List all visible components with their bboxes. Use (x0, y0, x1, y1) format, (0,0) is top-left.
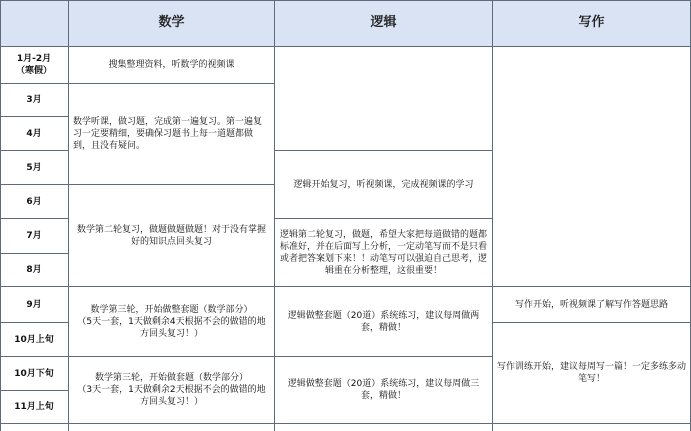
math-mar-may: 数学听课，做习题，完成第一遍复习。第一遍复习一定要精细，要确保习题书上每一道题都做到，且没有疑问。 (69, 84, 275, 185)
month-jun: 6月 (0, 185, 69, 219)
writing-tail (493, 424, 691, 431)
month-aug: 8月 (0, 254, 69, 287)
logic-tail (275, 424, 493, 431)
month-may: 5月 (0, 151, 69, 185)
header-math: 数学 (69, 0, 275, 47)
math-sep-oct: 数学第三轮，开始做整套题（数学部分） （5天一套，1天做剩余4天根据不会的做错的地方回头复习！） (69, 287, 275, 357)
month-oct-late: 10月下旬 (0, 357, 69, 391)
writing-oct-nov: 写作训练开始，建议每周写一篇！一定多练多动笔写！ (493, 323, 691, 424)
month-apr: 4月 (0, 117, 69, 151)
header-writing: 写作 (493, 0, 691, 47)
logic-sep-oct: 逻辑做整套题（20道）系统练习，建议每周做两套，精做！ (275, 287, 493, 357)
logic-jul-aug: 逻辑第二轮复习，做题，希望大家把每道做错的题都标准好，并在后面写上分析，一定动笔写而不是只看或者把答案划下来！！动笔写可以强迫自己思考，逻辑重在分析整理，这很重要！ (275, 219, 493, 287)
math-jan-feb: 搜集整理资料，听数学的视频课 (69, 47, 275, 84)
math-octlate-nov: 数学第三轮，开始做套题（数学部分） （3天一套，1天做剩余2天根据不会的做错的地方回头复习！） (69, 357, 275, 424)
month-sep: 9月 (0, 287, 69, 323)
logic-octlate-nov: 逻辑做整套题（20道）系统练习，建议每周做三套，精做！ (275, 357, 493, 424)
math-tail (69, 424, 275, 431)
writing-jan-aug-empty (493, 47, 691, 287)
month-jan-feb: 1月-2月 （寒假） (0, 47, 69, 84)
logic-jan-apr-empty (275, 47, 493, 151)
month-oct-early: 10月上旬 (0, 323, 69, 357)
logic-may-jun: 逻辑开始复习，听视频课，完成视频课的学习 (275, 151, 493, 219)
month-nov-early: 11月上旬 (0, 391, 69, 424)
header-logic: 逻辑 (275, 0, 493, 47)
month-mar: 3月 (0, 84, 69, 117)
month-jul: 7月 (0, 219, 69, 254)
math-jun-aug: 数学第二轮复习，做题做题做题！对于没有掌握好的知识点回头复习 (69, 185, 275, 287)
month-tail (0, 424, 69, 431)
writing-sep: 写作开始，听视频课了解写作答题思路 (493, 287, 691, 323)
header-corner (0, 0, 69, 47)
